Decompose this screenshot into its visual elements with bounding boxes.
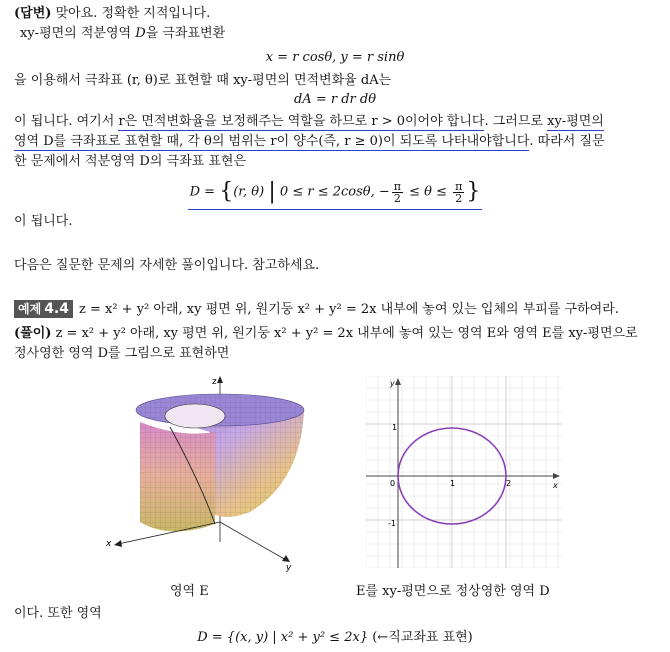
frac-num-b: π (455, 179, 463, 193)
answer-line-11: 다음은 질문한 문제의 자세한 풀이입니다. 참고하세요. (14, 258, 320, 273)
answer-line-8: 한 문제에서 적분영역 D의 극좌표 표현은 (14, 154, 247, 169)
cartesian-equation: D = {(x, y) | x² + y² ≤ 2x} (197, 630, 369, 645)
caption-region-d: E를 xy-평면으로 정상영한 영역 D (356, 584, 550, 599)
answer-line-1 (14, 6, 210, 22)
example-problem-text: z = x² + y² 아래, xy 평면 위, 원기둥 x² + y² = 2x 내부에 놓여 있는 입체의 부피를 구하여라. (79, 302, 619, 317)
frac-num-a: π (393, 179, 401, 193)
fraction-pi-over-2-b (453, 181, 464, 204)
example-badge-number: 4.4 (44, 301, 69, 317)
frac-den-b: 2 (455, 191, 463, 205)
answer-intro: 맞아요. 정확한 지적입니다. (55, 6, 211, 21)
underlined-remark-2: xy-평면의 (547, 114, 604, 129)
polar-set-elem: (r, θ) (233, 184, 265, 200)
cartesian-note: (←직교좌표 표현) (372, 630, 473, 645)
answer-line6-b: . 그러므로 (484, 114, 548, 129)
caption-region-e: 영역 E (170, 584, 209, 599)
answer-line2-suffix: 을 극좌표변환 (145, 26, 226, 41)
tick-label-x-2: 2 (506, 479, 512, 488)
z-axis-label: z (212, 377, 217, 387)
answer-line-10: 이 됩니다. (14, 214, 73, 229)
y-axis-line (220, 522, 286, 560)
y-axis-label-right: y (390, 379, 395, 388)
cartesian-formula (0, 630, 670, 646)
underlined-remark-1: r은 면적변화율을 보정해주는 역할을 하므로 r > 0이어야 합니다 (118, 114, 485, 129)
underlined-remark-3: 영역 D를 극좌표로 표현할 때, 각 θ의 범위는 r이 양수(즉, r ≥ 0)이 되도록 나타내야합니다 (14, 134, 530, 149)
x-axis-label-left: x (106, 539, 112, 549)
example-problem (14, 300, 619, 318)
answer-line6-a: 이 됩니다. 여기서 (14, 114, 119, 129)
answer-line-6 (14, 114, 604, 130)
example-badge-label: 예제 (18, 302, 42, 316)
fraction-pi-over-2-a (392, 181, 403, 204)
solution-line-2: 정사영한 영역 D를 그림으로 표현하면 (14, 346, 230, 361)
answer-line7-b: . 따라서 질문 (529, 134, 605, 149)
answer-line-2 (20, 26, 225, 42)
tick-label-x-1: 1 (450, 479, 456, 488)
polar-cond-a: 0 ≤ r ≤ 2cosθ, − (279, 184, 390, 200)
answer-line-4: 을 이용해서 극좌표 (r, θ)로 표현할 때 xy-평면의 면적변화율 dA는 (14, 73, 392, 88)
x-axis-label-right: x (553, 481, 558, 490)
figure-region-d (366, 376, 562, 568)
polar-cond-b: ≤ θ ≤ (405, 184, 452, 200)
solution-text-1: z = x² + y² 아래, xy 평면 위, 원기둥 x² + y² = 2x 내부에 놓여 있는 영역 E와 영역 E를 xy-평면으로 (55, 326, 638, 341)
solution-tag: (풀이) (14, 326, 52, 341)
polar-formula: D = {(r, θ) | 0 ≤ r ≤ 2cosθ, − $\frac{\pi}{2}$ ≤ θ ≤ $\frac{\pi}{2}$ } (0, 176, 670, 210)
example-badge (14, 300, 73, 318)
answer-tag: (답변) (14, 6, 52, 21)
answer-line2-prefix: xy-평면의 적분영역 (20, 26, 136, 41)
tick-label-y-neg1: -1 (388, 519, 396, 528)
polar-lhs: D = (189, 184, 220, 200)
frac-den-a: 2 (393, 191, 401, 205)
answer-line-7 (14, 134, 605, 150)
footer-line-1: 이다. 또한 영역 (14, 606, 102, 621)
solution-line-1 (14, 326, 638, 342)
y-axis-label-left: y (286, 563, 292, 572)
tick-label-x-0: 0 (390, 479, 396, 488)
transform-equation: x = r cosθ, y = r sinθ (265, 50, 405, 65)
cylinder-top (165, 404, 225, 428)
tick-label-y-1: 1 (392, 423, 398, 432)
figure-region-e (100, 372, 340, 572)
area-equation: dA = r dr dθ (293, 92, 377, 107)
answer-line2-var: D (135, 26, 146, 41)
